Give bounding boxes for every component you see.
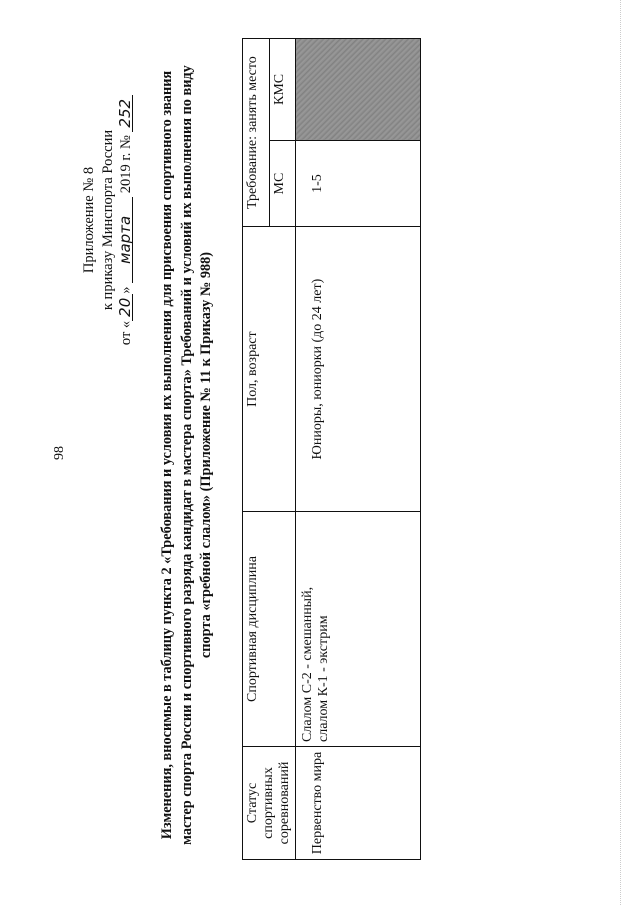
table-header-row <box>243 39 270 860</box>
cell-kms-shaded <box>296 39 421 141</box>
table-row <box>296 39 421 860</box>
date-day-handwritten: 20 <box>118 294 133 321</box>
title-line-1: Изменения, вносимые в таблицу пункта 2 «Требования и условия их выполнения для присвоения спортивного звания <box>159 70 175 840</box>
date-year: 2019 г. № <box>118 135 134 194</box>
discipline-line-2: слалом К-1 - экстрим <box>316 615 331 742</box>
cell-status: Первенство мира <box>296 746 421 859</box>
cell-discipline <box>296 512 421 747</box>
discipline-line-1: Слалом С-2 - смешанный, <box>300 586 315 742</box>
header-ms: МС <box>269 140 296 226</box>
cell-ms: 1-5 <box>296 140 421 226</box>
header-status: Статус спортивных соревнований <box>243 746 296 859</box>
document-title <box>158 45 217 865</box>
date-prefix: от « <box>118 320 134 346</box>
appendix-number: Приложение № 8 <box>81 166 97 274</box>
title-line-2: мастер спорта России и спортивного разряда кандидат в мастера спорта» Требований и условий их выполнения по виду <box>178 65 195 845</box>
title-line-3: спорта «гребной слалом» (Приложение № 11 к Приказу № 988) <box>198 251 214 659</box>
date-month-handwritten: марта <box>118 197 133 283</box>
header-discipline: Спортивная дисциплина <box>243 512 296 747</box>
page-number: 98 <box>52 446 67 460</box>
header-sex-age: Пол, возраст <box>243 227 296 512</box>
appendix-order-ref: к приказу Минспорта России <box>99 129 116 311</box>
date-separator: » <box>118 286 134 294</box>
appendix-date-line <box>117 55 136 385</box>
header-kms: КМС <box>269 39 296 141</box>
appendix-block <box>80 55 136 385</box>
header-requirement: Требование: занять место <box>243 39 270 227</box>
requirements-table <box>242 38 421 860</box>
order-number-handwritten: 252 <box>118 95 133 132</box>
scan-edge-line <box>620 0 622 905</box>
cell-sex-age: Юниоры, юниорки (до 24 лет) <box>296 227 421 512</box>
